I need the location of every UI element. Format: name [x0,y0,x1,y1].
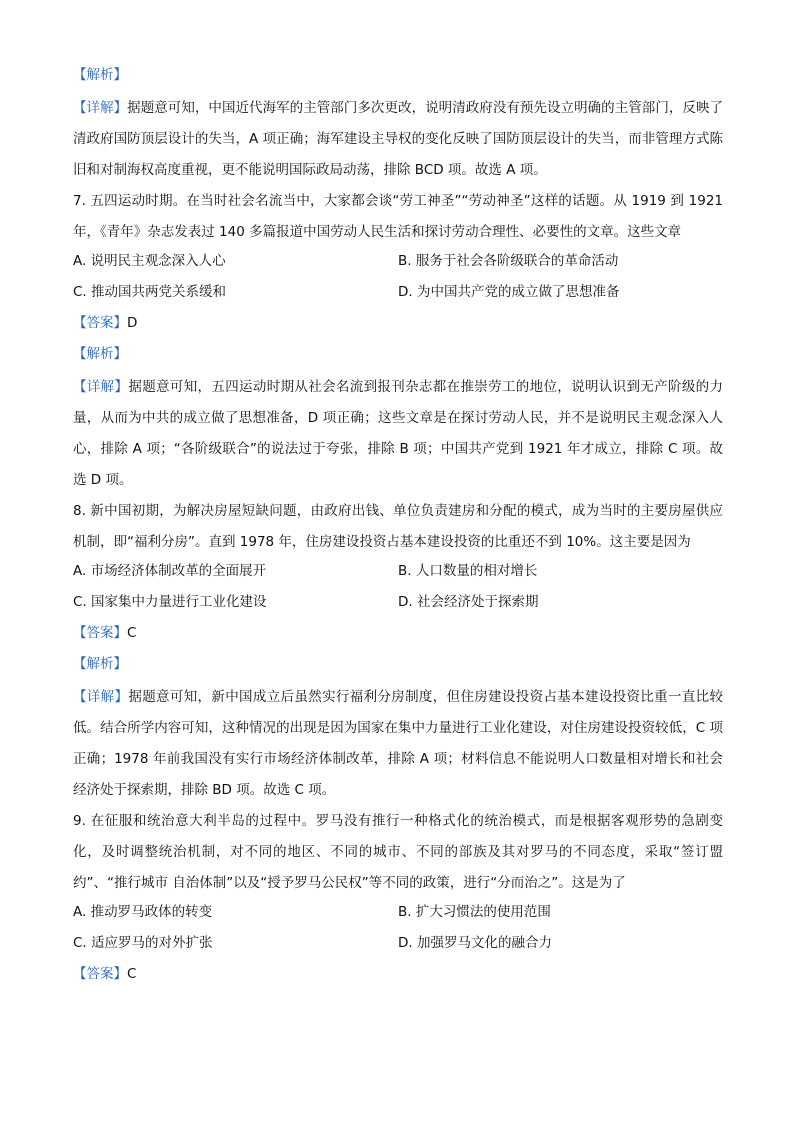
detail-label: 【详解】 [73,100,128,116]
analysis-label: 【解析】 [73,346,127,362]
detail-text: 据题意可知，新中国成立后虽然实行福利分房制度，但住房建设投资占基本建设投资比重一直比较低。结合所学内容可知，这种情况的出现是因为国家在集中力量进行工业化建设，对住房建设投资较低，C 项正确；1978 年前我国没有实行市场经济体制改革，排除 A 项；材料信息不能说明人口数量相对增长和社会经济处于探索期，排除 BD 项。故选 C 项。 [73,689,724,798]
analysis-label: 【解析】 [73,656,127,672]
option-a: A. 市场经济体制改革的全面展开 [73,563,267,579]
explanation-paragraph [73,93,723,186]
question-7-stem: 7. 五四运动时期。在当时社会名流当中，大家都会谈“劳工神圣”“劳动神圣”这样的话题。从 1919 到 1921 年，《青年》杂志发表过 140 多篇报道中国劳动人民生活和探讨劳动合理性、必要性的文章。这些文章 [73,193,723,240]
answer-label: 【答案】 [73,625,127,641]
question-7-options-row-2 [73,279,723,310]
question-9-stem: 9. 在征服和统治意大利半岛的过程中。罗马没有推行一种格式化的统治模式，而是根据客观形势的急剧变化，及时调整统治机制，对不同的地区、不同的城市、不同的部族及其对罗马的不同态度，采取“签订盟约”、“推行城市 自治体制”以及“授予罗马公民权”等不同的政策，进行“分而治之”。这是为了 [73,813,723,891]
question-9-options-row-1 [73,899,723,930]
answer-value: C [127,966,137,982]
explanation-paragraph [73,372,723,496]
question-9-options-row-2 [73,930,723,961]
option-d: D. 社会经济处于探索期 [398,594,539,610]
question-8-stem: 8. 新中国初期，为解决房屋短缺问题，由政府出钱、单位负责建房和分配的模式，成为当时的主要房屋供应机制，即“福利分房”。直到 1978 年，住房建设投资占基本建设投资的比重还不到 10%。这主要是因为 [73,503,723,550]
answer-line [73,620,723,651]
option-d: D. 为中国共产党的成立做了思想准备 [398,284,620,300]
answer-label: 【答案】 [73,315,127,331]
option-b: B. 人口数量的相对增长 [398,563,538,579]
option-a: A. 说明民主观念深入人心 [73,253,226,269]
analysis-label: 【解析】 [73,67,127,83]
answer-line [73,310,723,341]
detail-text: 据题意可知，五四运动时期从社会名流到报刊杂志都在推崇劳工的地位，说明认识到无产阶级的力量，从而为中共的成立做了思想准备，D 项正确；这些文章是在探讨劳动人民，并不是说明民主观念深入人心，排除 A 项；“各阶级联合”的说法过于夸张，排除 B 项；中国共产党到 1921 年才成立，排除 C 项。故选 D 项。 [73,379,724,488]
analysis-heading [73,651,723,682]
option-b: B. 服务于社会各阶级联合的革命活动 [398,253,619,269]
option-d: D. 加强罗马文化的融合力 [398,935,552,951]
option-a: A. 推动罗马政体的转变 [73,904,213,920]
option-c: C. 国家集中力量进行工业化建设 [73,594,267,610]
option-c: C. 适应罗马的对外扩张 [73,935,213,951]
answer-label: 【答案】 [73,966,127,982]
detail-text: 据题意可知，中国近代海军的主管部门多次更改，说明清政府没有预先设立明确的主管部门，反映了清政府国防顶层设计的失当，A 项正确；海军建设主导权的变化反映了国防顶层设计的失当，而非管理方式陈旧和对制海权高度重视，更不能说明国际政局动荡，排除 BCD 项。故选 A 项。 [73,100,724,178]
option-b: B. 扩大习惯法的使用范围 [398,904,551,920]
detail-label: 【详解】 [73,379,129,395]
answer-line [73,961,723,992]
question-7-options-row-1 [73,248,723,279]
answer-value: C [127,625,137,641]
analysis-heading [73,341,723,372]
question-8-options-row-2 [73,589,723,620]
document-page [73,62,723,992]
answer-value: D [127,315,138,331]
option-c: C. 推动国共两党关系缓和 [73,284,227,300]
question-8-options-row-1 [73,558,723,589]
analysis-heading [73,62,723,93]
explanation-paragraph [73,682,723,806]
detail-label: 【详解】 [73,689,129,705]
